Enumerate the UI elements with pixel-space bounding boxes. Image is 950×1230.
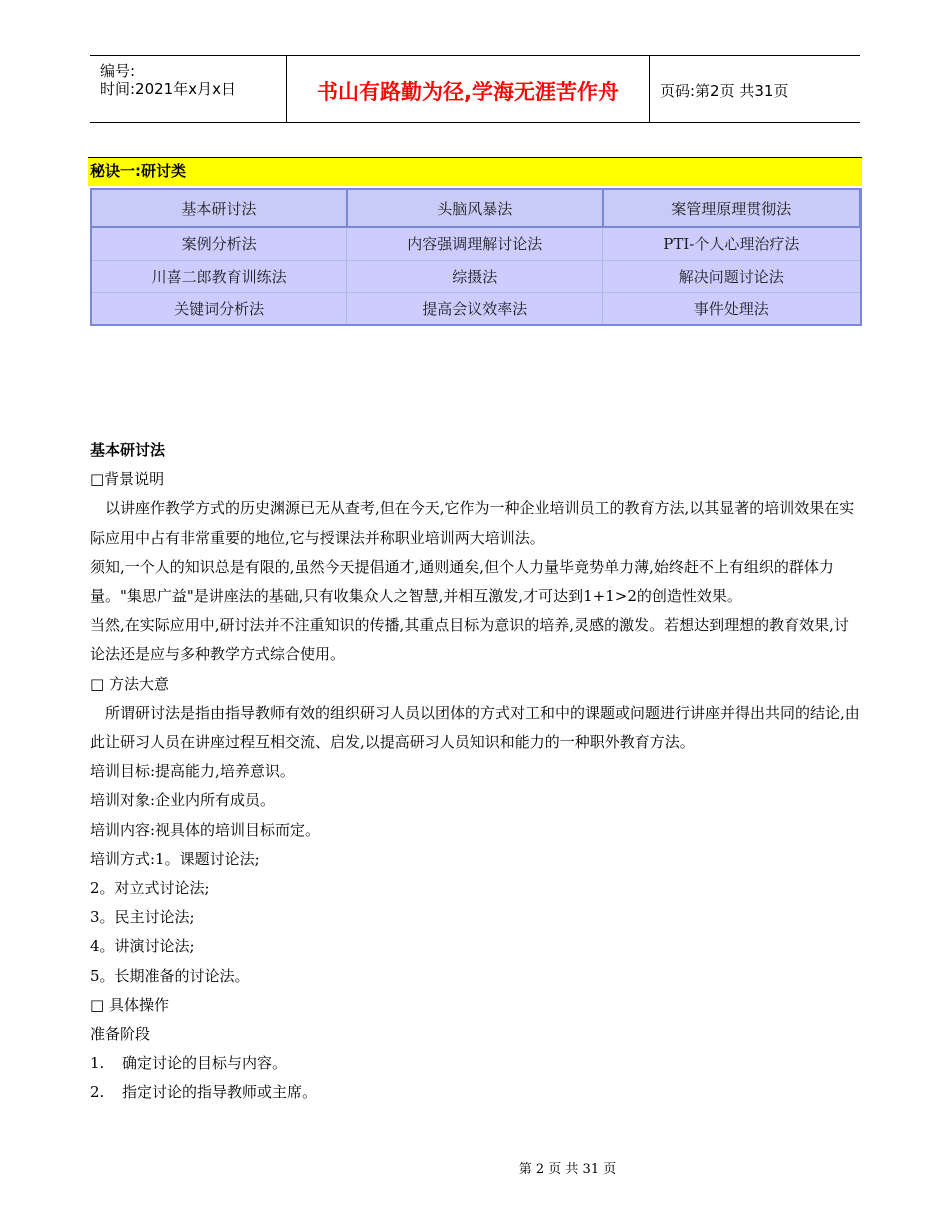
table-cell: 综摄法 [347, 260, 603, 292]
paragraph: 须知,一个人的知识总是有限的,虽然今天提倡通才,通则通矣,但个人力量毕竟势单力薄,始终赶不上有组织的群体力量。"集思广益"是讲座法的基础,只有收集众人之智慧,并相互激发,才可达到1+1>2的创造性效果。 [90, 557, 834, 606]
training-mode-item: 2。对立式讨论法; [90, 879, 210, 898]
training-mode: 培训方式:1。课题讨论法; [90, 849, 260, 868]
header-motto-cell [287, 56, 650, 122]
list-text: 确定讨论的目标与内容。 [122, 1054, 288, 1073]
document-number-label: 编号: [100, 62, 136, 80]
table-cell: 提高会议效率法 [347, 292, 603, 324]
table-cell: 川喜二郎教育训练法 [92, 260, 347, 292]
section-heading: 基本研讨法 [90, 441, 166, 459]
page-header [90, 55, 860, 123]
document-body [90, 436, 862, 1108]
list-item [90, 1078, 862, 1107]
preparation-title: 准备阶段 [90, 1025, 151, 1044]
table-row [92, 292, 860, 324]
training-content: 培训内容:视具体的培训目标而定。 [90, 820, 321, 839]
table-cell: 基本研讨法 [92, 190, 347, 227]
header-motto: 书山有路勤为径,学海无涯苦作舟 [317, 80, 619, 104]
table-cell: 案管理原理贯彻法 [603, 190, 860, 227]
methods-table [90, 188, 862, 326]
page-footer: 第 2 页 共 31 页 [518, 1162, 617, 1177]
training-goal: 培训目标:提高能力,培养意识。 [90, 762, 295, 781]
header-page-info: 页码:第2页 共31页 [660, 82, 789, 100]
table-row [92, 227, 860, 260]
table-cell: 事件处理法 [603, 292, 860, 324]
table-cell: 解决问题讨论法 [603, 260, 860, 292]
table-cell: 头脑风暴法 [347, 190, 603, 227]
table-row [92, 190, 860, 227]
training-mode-item: 3。民主讨论法; [90, 908, 195, 927]
table-row [92, 260, 860, 292]
paragraph: 所谓研讨法是指由指导教师有效的组织研习人员以团体的方式对工和中的课题或问题进行讲座并得出共同的结论,由此让研习人员在讲座过程互相交流、启发,以提高研习人员知识和能力的一种职外教育方法。 [90, 703, 860, 752]
document-time-label: 时间:2021年x月x日 [100, 80, 236, 98]
operations-title: □ 具体操作 [90, 995, 169, 1014]
table-cell: 内容强调理解讨论法 [347, 227, 603, 260]
list-number: 1. [90, 1054, 105, 1073]
background-title: □背景说明 [90, 470, 165, 489]
training-mode-item: 4。讲演讨论法; [90, 937, 195, 956]
paragraph: 以讲座作教学方式的历史渊源已无从查考,但在今天,它作为一种企业培训员工的教育方法,以其显著的培训效果在实际应用中占有非常重要的地位,它与授课法并称职业培训两大培训法。 [90, 499, 855, 547]
list-text: 指定讨论的指导教师或主席。 [122, 1083, 318, 1102]
section-title: 秘诀一:研讨类 [88, 157, 862, 186]
training-mode-item: 5。长期准备的讨论法。 [90, 966, 250, 985]
method-title: □ 方法大意 [90, 674, 169, 693]
table-cell: PTI-个人心理治疗法 [603, 227, 860, 260]
header-page-cell [650, 56, 860, 122]
list-number: 2. [90, 1083, 105, 1102]
table-cell: 案例分析法 [92, 227, 347, 260]
training-target: 培训对象:企业内所有成员。 [90, 791, 276, 810]
list-item [90, 1049, 862, 1078]
table-cell: 关键词分析法 [92, 292, 347, 324]
header-meta-cell [90, 56, 287, 122]
paragraph: 当然,在实际应用中,研讨法并不注重知识的传播,其重点目标为意识的培养,灵感的激发。若想达到理想的教育效果,讨论法还是应与多种教学方式综合使用。 [90, 616, 849, 664]
